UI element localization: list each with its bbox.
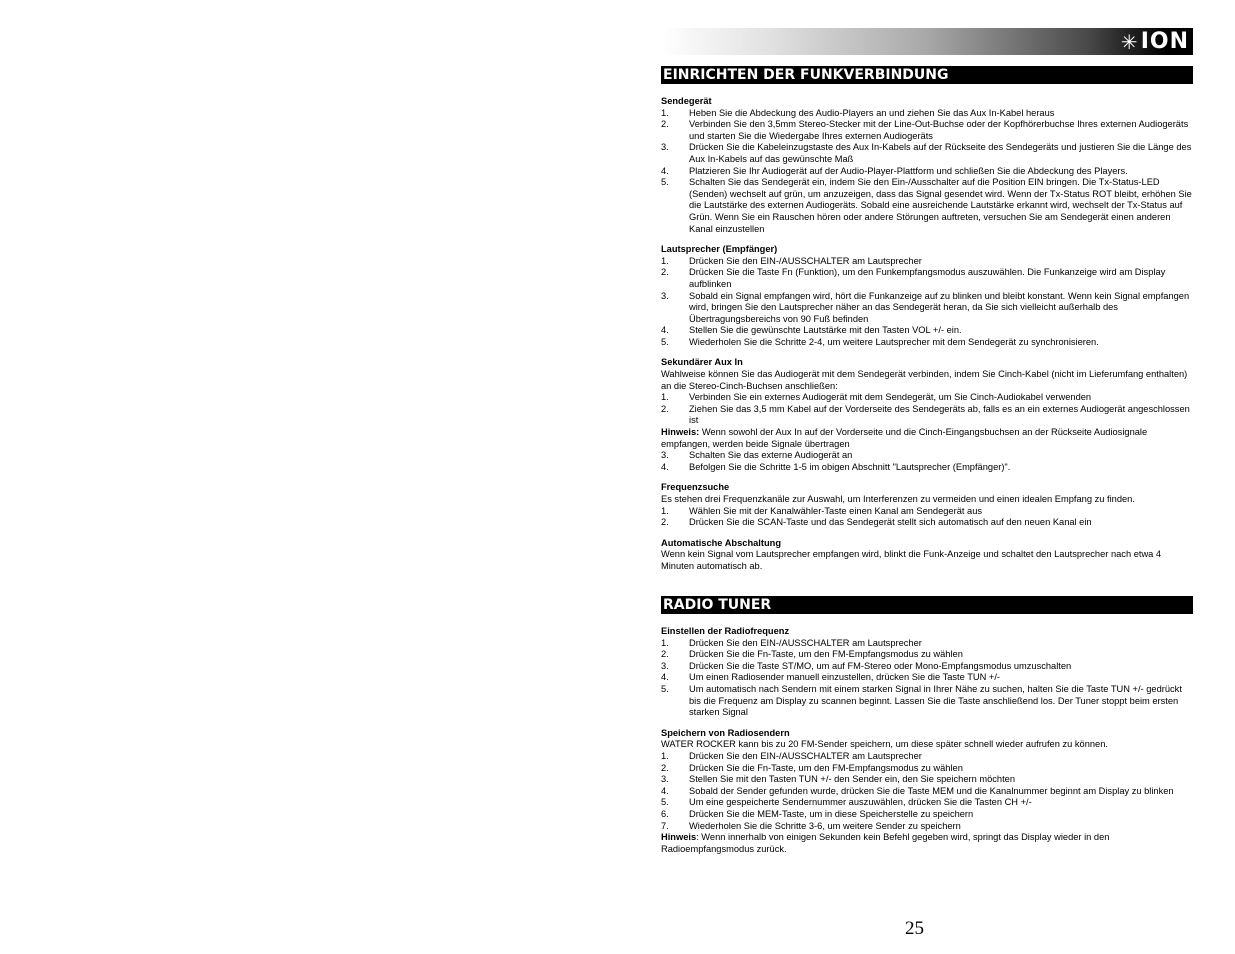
list-item-number: 1.	[661, 750, 669, 761]
list-item-text: Sobald ein Signal empfangen wird, hört die Funkanzeige auf zu blinken und bleibt konstant. Wenn kein Signal empfangen wird, bringen Sie den Lautsprecher näher an das Sendegerät heran, da Sie sich vielleicht außerhalb des Übertragungsbereichs von 90 Fuß befinden	[689, 290, 1190, 324]
list-item-text: Stellen Sie die gewünschte Lautstärke mit den Tasten VOL +/- ein.	[689, 325, 962, 336]
note-label: Hinweis:	[661, 427, 700, 438]
note-label: Hinweis	[661, 832, 697, 843]
list-item-text: Um eine gespeicherte Sendernummer auszuwählen, drücken Sie die Tasten CH +/-	[689, 797, 1032, 808]
list-item	[661, 638, 1193, 650]
list-item	[661, 517, 1193, 529]
page-number: 25	[905, 918, 924, 939]
list-item-number: 2.	[661, 267, 669, 278]
list-item-number: 3.	[661, 774, 669, 785]
list-item-number: 5.	[661, 177, 669, 188]
list-item	[661, 774, 1193, 786]
paragraph-text: Wahlweise können Sie das Audiogerät mit dem Sendegerät verbinden, indem Sie Cinch-Kabel (nicht im Lieferumfang enthalten) an die Stereo-Cinch-Buchsen anschließen:	[661, 369, 1188, 391]
list-item-text: Drücken Sie die Fn-Taste, um den FM-Empfangsmodus zu wählen	[689, 649, 963, 660]
list-item	[661, 166, 1193, 178]
list-item	[661, 751, 1193, 763]
list-item	[661, 462, 1193, 474]
list-item-number: 3.	[661, 450, 669, 461]
paragraph-text: : Wenn innerhalb von einigen Sekunden kein Befehl gegeben wird, springt das Display wieder in den Radioempfangsmodus zurück.	[661, 832, 1110, 854]
section-content	[661, 96, 1193, 573]
subsection	[661, 482, 1193, 528]
list-item	[661, 506, 1193, 518]
list-item-text: Schalten Sie das Sendegerät ein, indem Sie den Ein-/Ausschalter auf die Position EIN bringen. Die Tx-Status-LED (Senden) wechselt auf grün, um anzuzeigen, dass das Signal gesendet wird. Wenn der Tx-Status ROT bleibt, erhöhen Sie die Lautstärke des externen Audiogeräts. Sobald eine ausreichende Lautstärke erkannt wird, wechselt der Tx-Status auf Grün. Wenn Sie ein Rauschen hören oder andere Störungen auftreten, versuchen Sie am Sendegerät einen anderen Kanal einzustellen	[689, 177, 1192, 234]
list-item	[661, 119, 1193, 142]
list-item	[661, 763, 1193, 775]
list-item	[661, 267, 1193, 290]
list-item-number: 3.	[661, 142, 669, 153]
list-item-number: 4.	[661, 785, 669, 796]
list-item-text: Verbinden Sie den 3,5mm Stereo-Stecker mit der Line-Out-Buchse oder der Kopfhörerbuchse Ihres externen Audiogeräts und starten Sie die Wiedergabe Ihres externen Audiogeräts	[689, 119, 1189, 141]
ion-logo	[1121, 30, 1189, 53]
list-item	[661, 797, 1193, 809]
list-item	[661, 684, 1193, 719]
subsection-heading: Sendegerät	[661, 96, 712, 106]
list-item-number: 1.	[661, 392, 669, 403]
list-item-text: Drücken Sie die Kabeleinzugstaste des Aux In-Kabels auf der Rückseite des Sendegeräts und justieren Sie die Länge des Aux In-Kabels auf das gewünschte Maß	[689, 142, 1192, 164]
list-item-number: 1.	[661, 637, 669, 648]
list-item	[661, 108, 1193, 120]
section-title: EINRICHTEN DER FUNKVERBINDUNG	[661, 66, 1193, 84]
list-item-text: Um automatisch nach Sendern mit einem starken Signal in Ihrer Nähe zu suchen, halten Sie die Taste TUN +/- gedrückt bis die Frequenz am Display zu scannen beginnt. Lassen Sie die Taste anschließend los. Der Tuner stoppt beim ersten starken Signal	[689, 683, 1182, 718]
list-item-number: 5.	[661, 683, 669, 694]
list-item-text: Schalten Sie das externe Audiogerät an	[689, 450, 853, 461]
list-item	[661, 256, 1193, 268]
list-item-text: Drücken Sie die SCAN-Taste und das Sendegerät stellt sich automatisch auf den neuen Kanal ein	[689, 517, 1092, 528]
paragraph-text: Es stehen drei Frequenzkanäle zur Auswahl, um Interferenzen zu vermeiden und einen idealen Empfang zu finden.	[661, 494, 1135, 504]
subsection-heading: Automatische Abschaltung	[661, 537, 782, 548]
list-item-number: 3.	[661, 660, 669, 671]
note-paragraph	[661, 427, 1193, 450]
list-item	[661, 325, 1193, 337]
subsection-heading: Speichern von Radiosendern	[661, 727, 790, 738]
subsection-heading: Lautsprecher (Empfänger)	[661, 244, 778, 255]
list-item-number: 1.	[661, 107, 669, 118]
list-item-text: Wählen Sie mit der Kanalwähler-Taste einen Kanal am Sendegerät aus	[689, 505, 983, 516]
list-item	[661, 450, 1193, 462]
list-item-number: 4.	[661, 461, 669, 472]
subsection-heading: Einstellen der Radiofrequenz	[661, 626, 790, 636]
paragraph-text: Wenn sowohl der Aux In auf der Vorderseite und die Cinch-Eingangsbuchsen an der Rückseite Audiosignale empfangen, werden beide Signale übertragen	[661, 427, 1148, 449]
list-item-text: Wiederholen Sie die Schritte 2-4, um weitere Lautsprecher mit dem Sendegerät zu synchronisieren.	[689, 336, 1099, 347]
section-content	[661, 626, 1193, 855]
list-item	[661, 661, 1193, 673]
list-item-text: Platzieren Sie Ihr Audiogerät auf der Audio-Player-Plattform und schließen Sie die Abdeckung des Players.	[689, 165, 1128, 176]
list-item-number: 2.	[661, 517, 669, 528]
list-item-number: 5.	[661, 797, 669, 808]
list-item-number: 3.	[661, 290, 669, 301]
list-item	[661, 142, 1193, 165]
list-item-text: Drücken Sie die Fn-Taste, um den FM-Empfangsmodus zu wählen	[689, 762, 963, 773]
note-paragraph	[661, 832, 1193, 855]
list-item	[661, 821, 1193, 833]
subsection	[661, 357, 1193, 473]
list-item	[661, 291, 1193, 326]
paragraph	[661, 494, 1193, 506]
subsection-heading: Frequenzsuche	[661, 482, 730, 493]
list-item	[661, 404, 1193, 427]
list-item-number: 5.	[661, 336, 669, 347]
paragraph	[661, 369, 1193, 392]
list-item-number: 1.	[661, 255, 669, 266]
list-item	[661, 672, 1193, 684]
list-item-text: Stellen Sie mit den Tasten TUN +/- den Sender ein, den Sie speichern möchten	[689, 774, 1016, 785]
subsection	[661, 626, 1193, 719]
list-item-text: Sobald der Sender gefunden wurde, drücken Sie die Taste MEM und die Kanalnummer beginnt am Display zu blinken	[689, 785, 1174, 796]
list-item	[661, 392, 1193, 404]
list-item-text: Heben Sie die Abdeckung des Audio-Players an und ziehen Sie das Aux In-Kabel heraus	[689, 107, 1055, 118]
section-title: RADIO TUNER	[661, 596, 1193, 614]
list-item-number: 4.	[661, 165, 669, 176]
list-item	[661, 177, 1193, 235]
list-item-text: Um einen Radiosender manuell einzustellen, drücken Sie die Taste TUN +/-	[689, 672, 1001, 683]
paragraph	[661, 549, 1193, 572]
subsection	[661, 728, 1193, 856]
list-item-number: 2.	[661, 403, 669, 414]
subsection-heading: Sekundärer Aux In	[661, 357, 743, 368]
header-gradient-bar	[661, 28, 1193, 55]
list-item-text: Drücken Sie die MEM-Taste, um in diese Speicherstelle zu speichern	[689, 808, 974, 819]
list-item-number: 1.	[661, 505, 669, 516]
list-item-number: 4.	[661, 672, 669, 683]
list-item-text: Drücken Sie den EIN-/AUSSCHALTER am Lautsprecher	[689, 255, 922, 266]
list-item-text: Wiederholen Sie die Schritte 3-6, um weitere Sender zu speichern	[689, 820, 961, 831]
logo-star-icon: ✳	[1120, 29, 1139, 54]
list-item-number: 2.	[661, 762, 669, 773]
list-item-text: Drücken Sie den EIN-/AUSSCHALTER am Lautsprecher	[689, 750, 922, 761]
list-item	[661, 786, 1193, 798]
list-item	[661, 649, 1193, 661]
subsection	[661, 244, 1193, 348]
list-item-text: Ziehen Sie das 3,5 mm Kabel auf der Vorderseite des Sendegeräts ab, falls es an ein externes Audiogerät angeschlossen ist	[689, 403, 1190, 426]
list-item-number: 2.	[661, 119, 669, 130]
list-item-text: Verbinden Sie ein externes Audiogerät mit dem Sendegerät, um Sie Cinch-Audiokabel verwenden	[689, 392, 1092, 403]
subsection	[661, 96, 1193, 235]
section-funkverbindung	[661, 66, 1193, 573]
logo-text: ION	[1140, 29, 1189, 54]
list-item-text: Drücken Sie den EIN-/AUSSCHALTER am Lautsprecher	[689, 637, 922, 648]
list-item	[661, 809, 1193, 821]
list-item	[661, 337, 1193, 349]
list-item-number: 6.	[661, 808, 669, 819]
list-item-text: Befolgen Sie die Schritte 1-5 im obigen Abschnitt "Lautsprecher (Empfänger)".	[689, 461, 1011, 472]
paragraph-text: WATER ROCKER kann bis zu 20 FM-Sender speichern, um diese später schnell wieder aufrufen zu können.	[661, 739, 1108, 750]
section-radio-tuner	[661, 596, 1193, 855]
list-item-number: 7.	[661, 820, 669, 831]
subsection	[661, 538, 1193, 573]
list-item-text: Drücken Sie die Taste Fn (Funktion), um den Funkempfangsmodus auszuwählen. Die Funkanzeige wird am Display aufblinken	[689, 267, 1166, 289]
list-item-number: 4.	[661, 325, 669, 336]
paragraph-text: Wenn kein Signal vom Lautsprecher empfangen wird, blinkt die Funk-Anzeige und schaltet den Lautsprecher nach etwa 4 Minuten automatisch ab.	[661, 549, 1162, 571]
list-item-number: 2.	[661, 649, 669, 660]
paragraph	[661, 739, 1193, 751]
list-item-text: Drücken Sie die Taste ST/MO, um auf FM-Stereo oder Mono-Empfangsmodus umzuschalten	[689, 660, 1072, 671]
